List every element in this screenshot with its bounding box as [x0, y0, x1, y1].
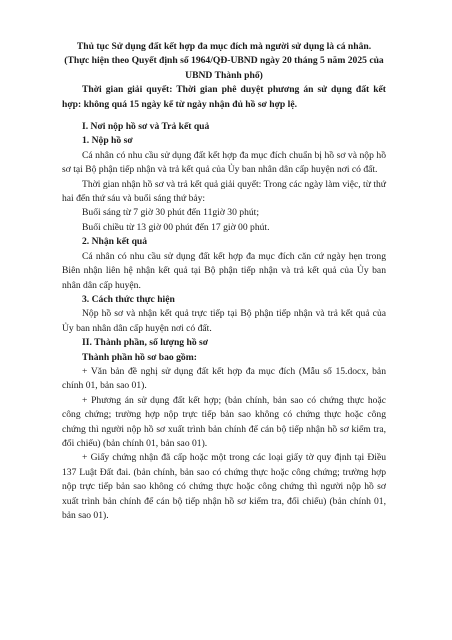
- section-heading-submission: I. Nơi nộp hồ sơ và Trả kết quả: [82, 121, 210, 133]
- paragraph-method: Nộp hồ sơ và nhận kết quả trực tiếp tại Bộ phận tiếp nhận và trả kết quả của Ủy ban nhân dân cấp huyện nơi có đất.: [62, 308, 386, 334]
- dossier-item-plan: + Phương án sử dụng đất kết hợp; (bản chính, bản sao có chứng thực hoặc công chứng; trường hợp nộp trực tiếp bản sao không có chứng thực hoặc công chứng thì người nộp hồ sơ xuất trình bản chính để cán bộ tiếp nhận hồ sơ kiểm tra, đối chiếu) (bản chính 01, bản sao 01).: [62, 394, 386, 449]
- dossier-item-request: + Văn bản đề nghị sử dụng đất kết hợp đa mục đích (Mẫu số 15.docx, bản chính 01, bản sao 01).: [62, 365, 386, 392]
- paragraph-submit-place: Cá nhân có nhu cầu sử dụng đất kết hợp đa mục đích chuẩn bị hồ sơ và nộp hồ sơ tại Bộ phận tiếp nhận và trả kết quả của Ủy ban nhân dân cấp huyện nơi có đất.: [62, 149, 386, 176]
- paragraph-morning-hours: Buổi sáng từ 7 giờ 30 phút đến 11giờ 30 phút;: [82, 207, 260, 219]
- paragraph-afternoon-hours: Buổi chiều từ 13 giờ 00 phút đến 17 giờ 00 phút.: [82, 221, 270, 233]
- paragraph-working-hours: Thời gian nhận hồ sơ và trả kết quả giải quyết: Trong các ngày làm việc, từ thứ hai đến thứ sáu và buổi sáng thứ bảy:: [62, 178, 386, 205]
- subheading-method: 3. Cách thức thực hiện: [82, 293, 175, 305]
- subheading-dossier-components: Thành phần hồ sơ bao gồm:: [82, 351, 197, 363]
- dossier-item-certificate: + Giấy chứng nhận đã cấp hoặc một trong các loại giấy tờ quy định tại Điều 137 Luật Đất đai. (bản chính, bản sao có chứng thực hoặc công chứng; trường hợp nộp trực tiếp bản sao không có chứng thực hoặc công chứng thì người nộp hồ sơ xuất trình bản chính để cán bộ tiếp nhận hồ sơ kiểm tra, đối chiếu) (bản chính 01, bản sao 01).: [62, 452, 386, 521]
- section-heading-dossier: II. Thành phần, số lượng hồ sơ: [82, 337, 209, 349]
- subheading-submit: 1. Nộp hồ sơ: [82, 135, 133, 147]
- subheading-receive: 2. Nhận kết quả: [82, 236, 148, 248]
- processing-time: Thời gian giải quyết: Thời gian phê duyệt phương án sử dụng đất kết hợp: không quá 15 ngày kể từ ngày nhận đủ hồ sơ hợp lệ.: [62, 84, 386, 110]
- document-title: Thủ tục Sử dụng đất kết hợp đa mục đích mà người sử dụng là cá nhân.: [76, 41, 372, 52]
- paragraph-receive: Cá nhân có nhu cầu sử dụng đất kết hợp đa mục đích căn cứ ngày hẹn trong Biên nhận liên hệ nhận kết quả tại Bộ phận tiếp nhận và trả kết quả của Ủy ban nhân dân cấp huyện.: [62, 250, 386, 291]
- decision-reference: (Thực hiện theo Quyết định số 1964/QĐ-UBND ngày 20 tháng 5 năm 2025 của UBND Thành phố): [64, 55, 384, 81]
